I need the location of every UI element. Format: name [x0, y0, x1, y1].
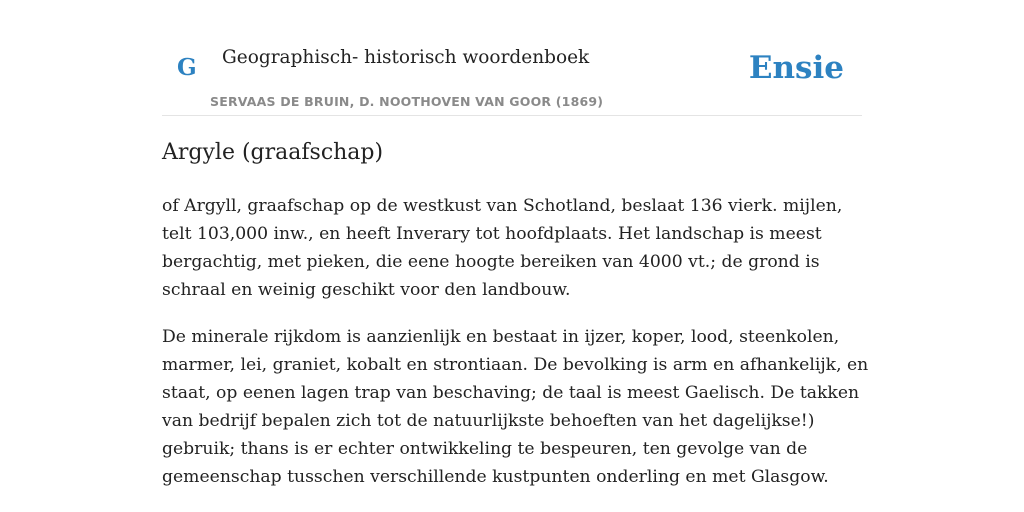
entry-body — [162, 192, 872, 510]
book-author: SERVAAS DE BRUIN, D. NOOTHOVEN VAN GOOR (1869) — [210, 94, 604, 109]
ensie-logo-link[interactable]: Ensie — [748, 50, 844, 86]
book-title-link[interactable]: Geographisch- historisch woordenboek — [222, 47, 590, 68]
entry-title: Argyle (graafschap) — [162, 140, 384, 165]
entry-paragraph-1: of Argyll, graafschap op de westkust van Schotland, beslaat 136 vierk. mijlen, telt 103,000 inw., en heeft Inverary tot hoofdplaats. Het landschap is meest bergachtig, met pieken, die eene hoogte bereiken van 4000 vt.; de grond is schraal en weinig geschikt voor den landbouw. — [162, 196, 843, 300]
entry-paragraph-2: De minerale rijkdom is aanzienlijk en bestaat in ijzer, koper, lood, steenkolen, marmer, lei, graniet, kobalt en strontiaan. De bevolking is arm en afhankelijk, en staat, op eenen lagen trap van beschaving; de taal is meest Gaelisch. De takken van bedrijf bepalen zich tot de natuurlijkste behoeften van het dagelijkse!) gebruik; thans is er echter ontwikkeling te bespeuren, ten gevolge van de gemeenschap tusschen verschillende kustpunten onderling en met Glasgow. — [162, 327, 869, 487]
book-header — [162, 30, 862, 116]
book-letter-icon[interactable]: G — [177, 54, 197, 81]
